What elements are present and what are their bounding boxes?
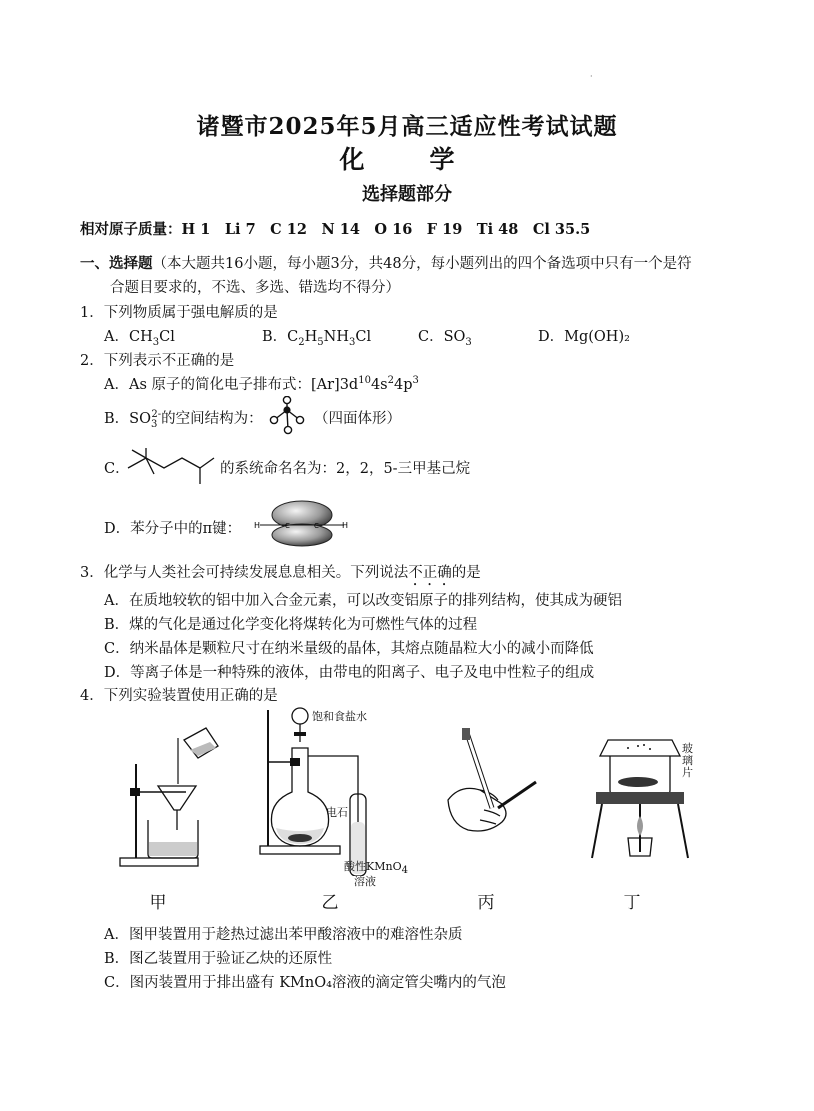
q3-option-d: D．等离子体是一种特殊的液体，由带电的阳离子、电子及电中性粒子的组成 — [104, 665, 595, 681]
exam-title: 诸暨市2025年5月高三适应性考试试题 — [196, 113, 618, 140]
burette-bubble-removal-figure — [440, 726, 540, 842]
q1-option-d: D．Mg(OH)₂ — [538, 329, 630, 345]
filtration-apparatus-figure — [118, 724, 222, 870]
glass-plate-label-3: 片 — [682, 766, 693, 779]
saturated-brine-label: 饱和食盐水 — [312, 710, 367, 723]
solution-label: 溶液 — [354, 875, 376, 888]
q1-option-c: C．$SO_3$ — [418, 329, 472, 348]
skeletal-formula-icon — [124, 446, 220, 490]
figure-label-ding: 丁 — [623, 893, 641, 913]
q3-option-c: C．纳米晶体是颗粒尺寸在纳米量级的晶体，其熔点随晶粒大小的减小而降低 — [104, 641, 594, 657]
glass-plate-label-1: 玻 — [682, 742, 693, 755]
q2-stem: 2．下列表示不正确的是 — [80, 353, 235, 369]
q4-option-a: A．图甲装置用于趁热过滤出苯甲酸溶液中的难溶性杂质 — [104, 927, 463, 943]
q3-emphasis: 不正确 — [408, 565, 452, 581]
svg-text:H: H — [342, 521, 349, 530]
q1-option-a: A．$CH_3Cl$ — [104, 329, 175, 348]
figure-label-bing: 丙 — [477, 893, 495, 913]
q2-option-b: B．$SO_3^{2-}$的空间结构为： — [104, 409, 263, 430]
benzene-pi-bond-icon — [254, 498, 350, 550]
q4-option-c: C．图丙装置用于排出盛有 KMnO₄溶液的滴定管尖嘴内的气泡 — [104, 975, 506, 991]
q4-option-b: B．图乙装置用于验证乙炔的还原性 — [104, 951, 333, 967]
atomic-mass-line: 相对原子质量：H 1 Li 7 C 12 N 14 O 16 F 19 Ti 48 Cl 35.5 — [80, 221, 591, 238]
so3-tetrahedral-structure-icon — [268, 396, 310, 438]
part1-instructions-2: 合题目要求的，不选、多选、错选均不得分） — [110, 280, 400, 296]
q2-option-c-label: C． — [104, 461, 130, 477]
figure-label-yi: 乙 — [321, 893, 339, 913]
q2-option-b-tail: （四面体形） — [314, 411, 401, 427]
calcium-carbide-label: 电石 — [326, 806, 348, 819]
acetylene-apparatus-figure — [254, 704, 374, 876]
svg-text:H: H — [254, 521, 261, 530]
q3-option-a: A．在质地较软的铝中加入合金元素，可以改变铝原子的排列结构，使其成为硬铝 — [104, 593, 622, 609]
glass-plate-label-2: 璃 — [682, 754, 693, 767]
part1-heading: 一、选择题 — [80, 255, 153, 272]
part1-instructions — [80, 252, 692, 273]
section-title: 选择题部分 — [362, 184, 452, 205]
scan-mark: · — [590, 72, 593, 81]
q2-option-d-label: D．苯分子中的π键： — [104, 521, 242, 537]
q3-option-b: B．煤的气化是通过化学变化将煤转化为可燃性气体的过程 — [104, 617, 478, 633]
part1-instructions-1: （本大题共16小题，每小题3分，共48分，每小题列出的四个备选项中只有一个是符 — [152, 256, 692, 272]
q1-stem: 1．下列物质属于强电解质的是 — [80, 305, 278, 321]
figure-label-jia: 甲 — [149, 893, 167, 913]
svg-text:C: C — [285, 522, 290, 530]
acidic-kmno4-label: 酸性KMnO$_4$ — [344, 860, 408, 877]
q2-option-a: A．As 原子的简化电子排布式：$[Ar]3d^{10}4s^24p^3$ — [104, 375, 419, 393]
q3-stem: 3．化学与人类社会可持续发展息息相关。下列说法不正确的是 — [80, 565, 481, 581]
q1-option-b: B．$C_2H_5NH_3Cl$ — [262, 329, 372, 348]
q2-option-c-text: 的系统命名名为：2，2，5-三甲基己烷 — [220, 461, 471, 477]
subject-title: 化 学 — [339, 145, 475, 174]
svg-text:C: C — [314, 522, 319, 530]
q4-stem: 4．下列实验装置使用正确的是 — [80, 688, 278, 704]
